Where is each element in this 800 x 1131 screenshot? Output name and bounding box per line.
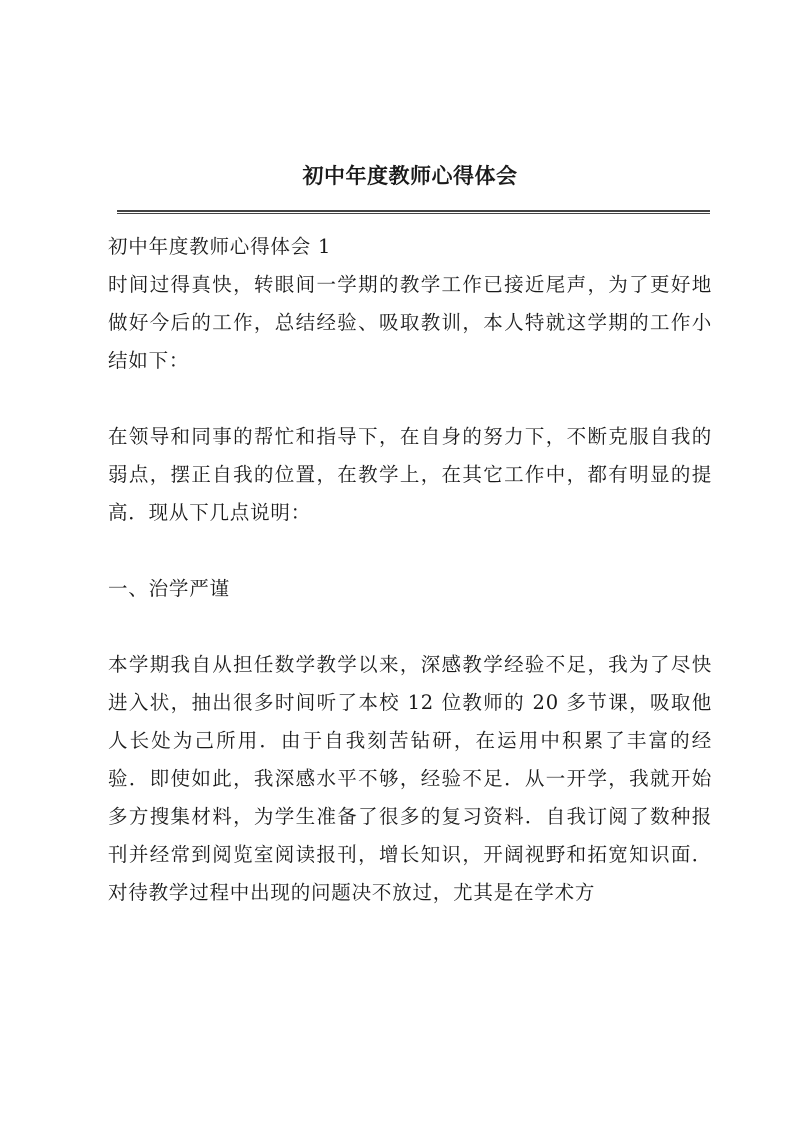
title-divider bbox=[117, 210, 710, 214]
document-title: 初中年度教师心得体会 bbox=[302, 163, 518, 188]
paragraph-intro: 时间过得真快，转眼间一学期的教学工作已接近尾声，为了更好地做好今后的工作，总结经验、吸取教训，本人特就这学期的工作小结如下： bbox=[108, 273, 712, 372]
paragraph-improvement: 在领导和同事的帮忙和指导下，在自身的努力下，不断克服自我的弱点，摆正自我的位置，在教学上，在其它工作中，都有明显的提高．现从下几点说明： bbox=[108, 425, 712, 524]
paragraph-rigor: 本学期我自从担任数学教学以来，深感教学经验不足，我为了尽快进入状，抽出很多时间听了本校 12 位教师的 20 多节课，吸取他人长处为己所用．由于自我刻苦钻研，在运用中积累了丰富的经验．即使如此，我深感水平不够，经验不足．从一开学，我就开始多方搜集材料，为学生准备了很多的复习资料．自我订阅了数种报刊并经常到阅览室阅读报刊，增长知识，开阔视野和拓宽知识面．对待教学过程中出现的问题决不放过，尤其是在学术方 bbox=[108, 653, 712, 904]
section-heading-rigor: 一、治学严谨 bbox=[108, 577, 230, 600]
section-heading: 初中年度教师心得体会 1 bbox=[108, 235, 332, 258]
document-body bbox=[108, 228, 712, 912]
